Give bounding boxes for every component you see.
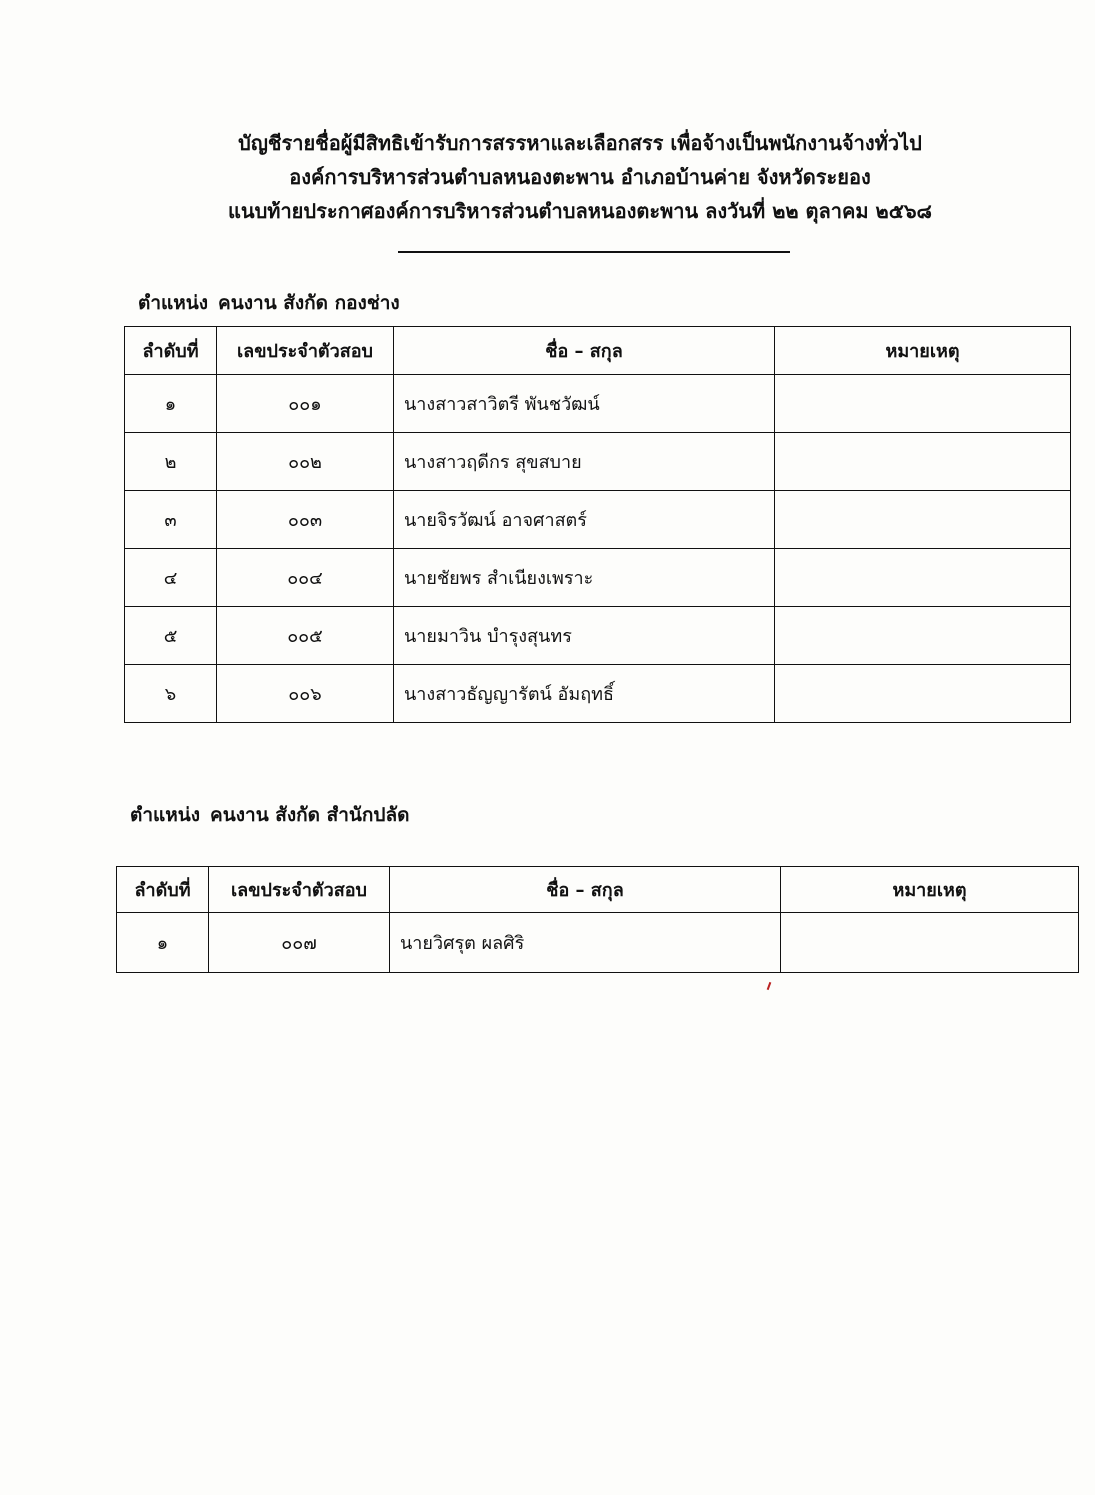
cell-exam-id: ๐๐๕ <box>217 607 394 665</box>
cell-order: ๔ <box>125 549 217 607</box>
table-row <box>125 433 1071 491</box>
column-header-exam-id: เลขประจำตัวสอบ <box>217 327 394 375</box>
column-header-name: ชื่อ – สกุล <box>390 867 781 913</box>
cell-remark <box>775 549 1071 607</box>
cell-exam-id: ๐๐๗ <box>209 913 390 973</box>
table-row <box>125 665 1071 723</box>
title-underline <box>398 251 790 253</box>
title-line-1: บัญชีรายชื่อผู้มีสิทธิเข้ารับการสรรหาและเลือกสรร เพื่อจ้างเป็นพนักงานจ้างทั่วไป <box>238 131 922 155</box>
cell-remark <box>775 375 1071 433</box>
cell-remark <box>781 913 1079 973</box>
cell-exam-id: ๐๐๒ <box>217 433 394 491</box>
table-row <box>125 549 1071 607</box>
cell-remark <box>775 491 1071 549</box>
cell-name: นายมาวิน บำรุงสุนทร <box>394 607 775 665</box>
cell-order: ๑ <box>117 913 209 973</box>
cell-name: นายจิรวัฒน์ อาจศาสตร์ <box>394 491 775 549</box>
document-title <box>150 126 1010 228</box>
cell-remark <box>775 433 1071 491</box>
table-header-row <box>117 867 1079 913</box>
table-row <box>125 607 1071 665</box>
section-heading-office <box>130 800 409 830</box>
cell-order: ๑ <box>125 375 217 433</box>
candidate-table-engineering <box>124 326 1071 723</box>
section-position: คนงาน สังกัด กองช่าง <box>218 292 400 314</box>
cell-exam-id: ๐๐๖ <box>217 665 394 723</box>
cell-order: ๕ <box>125 607 217 665</box>
cell-name: นายวิศรุต ผลศิริ <box>390 913 781 973</box>
cell-remark <box>775 665 1071 723</box>
table-row <box>125 491 1071 549</box>
cell-exam-id: ๐๐๔ <box>217 549 394 607</box>
column-header-order: ลำดับที่ <box>125 327 217 375</box>
section-label: ตำแหน่ง <box>130 804 201 826</box>
cell-order: ๖ <box>125 665 217 723</box>
column-header-exam-id: เลขประจำตัวสอบ <box>209 867 390 913</box>
cell-name: นายชัยพร สำเนียงเพราะ <box>394 549 775 607</box>
title-line-3: แนบท้ายประกาศองค์การบริหารส่วนตำบลหนองตะพาน ลงวันที่ ๒๒ ตุลาคม ๒๕๖๘ <box>228 199 932 223</box>
section-heading-engineering <box>138 288 400 318</box>
table-row <box>125 375 1071 433</box>
column-header-remark: หมายเหตุ <box>781 867 1079 913</box>
table-header-row <box>125 327 1071 375</box>
section-position: คนงาน สังกัด สำนักปลัด <box>210 804 410 826</box>
cell-name: นางสาวธัญญารัตน์ อัมฤทธิ์ <box>394 665 775 723</box>
column-header-order: ลำดับที่ <box>117 867 209 913</box>
candidate-table-office <box>116 866 1079 973</box>
cell-remark <box>775 607 1071 665</box>
title-line-2: องค์การบริหารส่วนตำบลหนองตะพาน อำเภอบ้านค่าย จังหวัดระยอง <box>289 165 871 189</box>
section-label: ตำแหน่ง <box>138 292 209 314</box>
column-header-remark: หมายเหตุ <box>775 327 1071 375</box>
ink-speck <box>767 982 772 990</box>
cell-exam-id: ๐๐๑ <box>217 375 394 433</box>
cell-name: นางสาวฤดีกร สุขสบาย <box>394 433 775 491</box>
cell-exam-id: ๐๐๓ <box>217 491 394 549</box>
column-header-name: ชื่อ – สกุล <box>394 327 775 375</box>
cell-order: ๒ <box>125 433 217 491</box>
cell-name: นางสาวสาวิตรี พันชวัฒน์ <box>394 375 775 433</box>
cell-order: ๓ <box>125 491 217 549</box>
table-row <box>117 913 1079 973</box>
